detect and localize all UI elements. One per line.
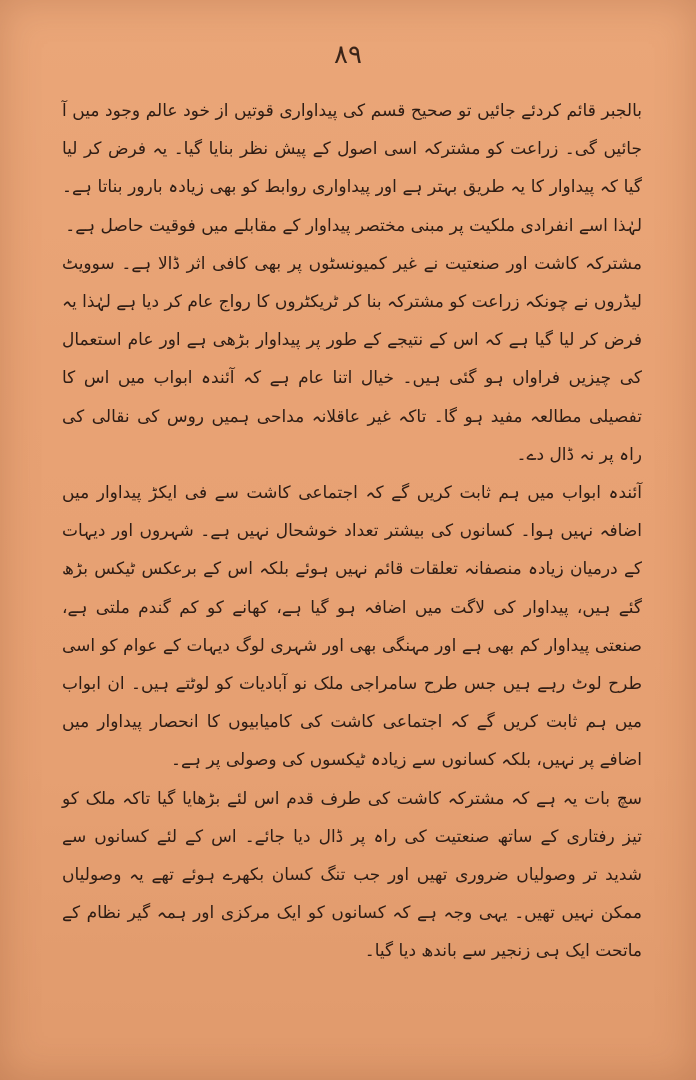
- paragraph: بالجبر قائم کردئے جائیں تو صحیح قسم کی پیداواری قوتیں از خود عالم وجود میں آ جائیں گی۔ زراعت کو مشترکہ اسی اصول کے پیش نظر بنایا گیا۔ یہ فرض کر لیا گیا کہ پیداوار کا یہ طریق بہتر ہے اور پیداواری روابط کو بھی زیادہ بارور بناتا ہے۔ لہٰذا اسے انفرادی ملکیت پر مبنی مختصر پیداوار کے مقابلے میں فوقیت حاصل ہے۔: [62, 101, 642, 236]
- body-text: [62, 92, 642, 971]
- paragraph: سچ بات یہ ہے کہ مشترکہ کاشت کی طرف قدم اس لئے بڑھایا گیا تاکہ ملک کو تیز رفتاری کے ساتھ صنعتیت کی راہ پر ڈال دیا جائے۔ اس کے لئے کسانوں سے شدید تر وصولیاں ضروری تھیں اور جب تنگ کسان بکھرے ہوئے تھے یہ وصولیاں ممکن نہیں تھیں۔ یہی وجہ ہے کہ کسانوں کو ایک مرکزی اور ہمہ گیر نظام کے ماتحت ایک ہی زنجیر سے باندھ دیا گیا۔: [62, 788, 642, 962]
- page-number: ۸۹: [334, 40, 362, 70]
- paragraph: آئندہ ابواب میں ہم ثابت کریں گے کہ اجتماعی کاشت سے فی ایکڑ پیداوار میں اضافہ نہیں ہوا۔ کسانوں کی بیشتر تعداد خوشحال نہیں ہے۔ شہروں اور دیہات کے درمیان زیادہ منصفانہ تعلقات قائم نہیں ہوئے بلکہ اس کے برعکس ٹیکس بڑھ گئے ہیں، پیداوار کی لاگت میں اضافہ ہو گیا ہے، کھانے کو کم گندم ملتی ہے، صنعتی پیداوار کم بھی ہے اور مہنگی بھی اور شہری لوگ دیہات کے عوام کو اسی طرح لوٹ رہے ہیں جس طرح سامراجی ملک نو آبادیات کو لوٹتے ہیں۔ ان ابواب میں ہم ثابت کریں گے کہ اجتماعی کاشت کی کامیابیوں کا انحصار پیداوار میں اضافے پر نہیں، بلکہ کسانوں سے زیادہ ٹیکسوں کی وصولی پر ہے۔: [62, 483, 642, 771]
- paragraph: مشترکہ کاشت اور صنعتیت نے غیر کمیونسٹوں پر بھی کافی اثر ڈالا ہے۔ سوویٹ لیڈروں نے چونکہ زراعت کو مشترکہ بنا کر ٹریکٹروں کا رواج عام کر دیا ہے لہٰذا یہ فرض کر لیا گیا ہے کہ اس کے نتیجے کے طور پر پیداوار بڑھی ہے اور عام استعمال کی چیزیں فراواں ہو گئی ہیں۔ خیال اتنا عام ہے کہ آئندہ ابواب میں اس کا تفصیلی مطالعہ مفید ہو گا۔ تاکہ غیر عاقلانہ مداحی ہمیں روس کی نقالی کی راہ پر نہ ڈال دے۔: [62, 253, 642, 465]
